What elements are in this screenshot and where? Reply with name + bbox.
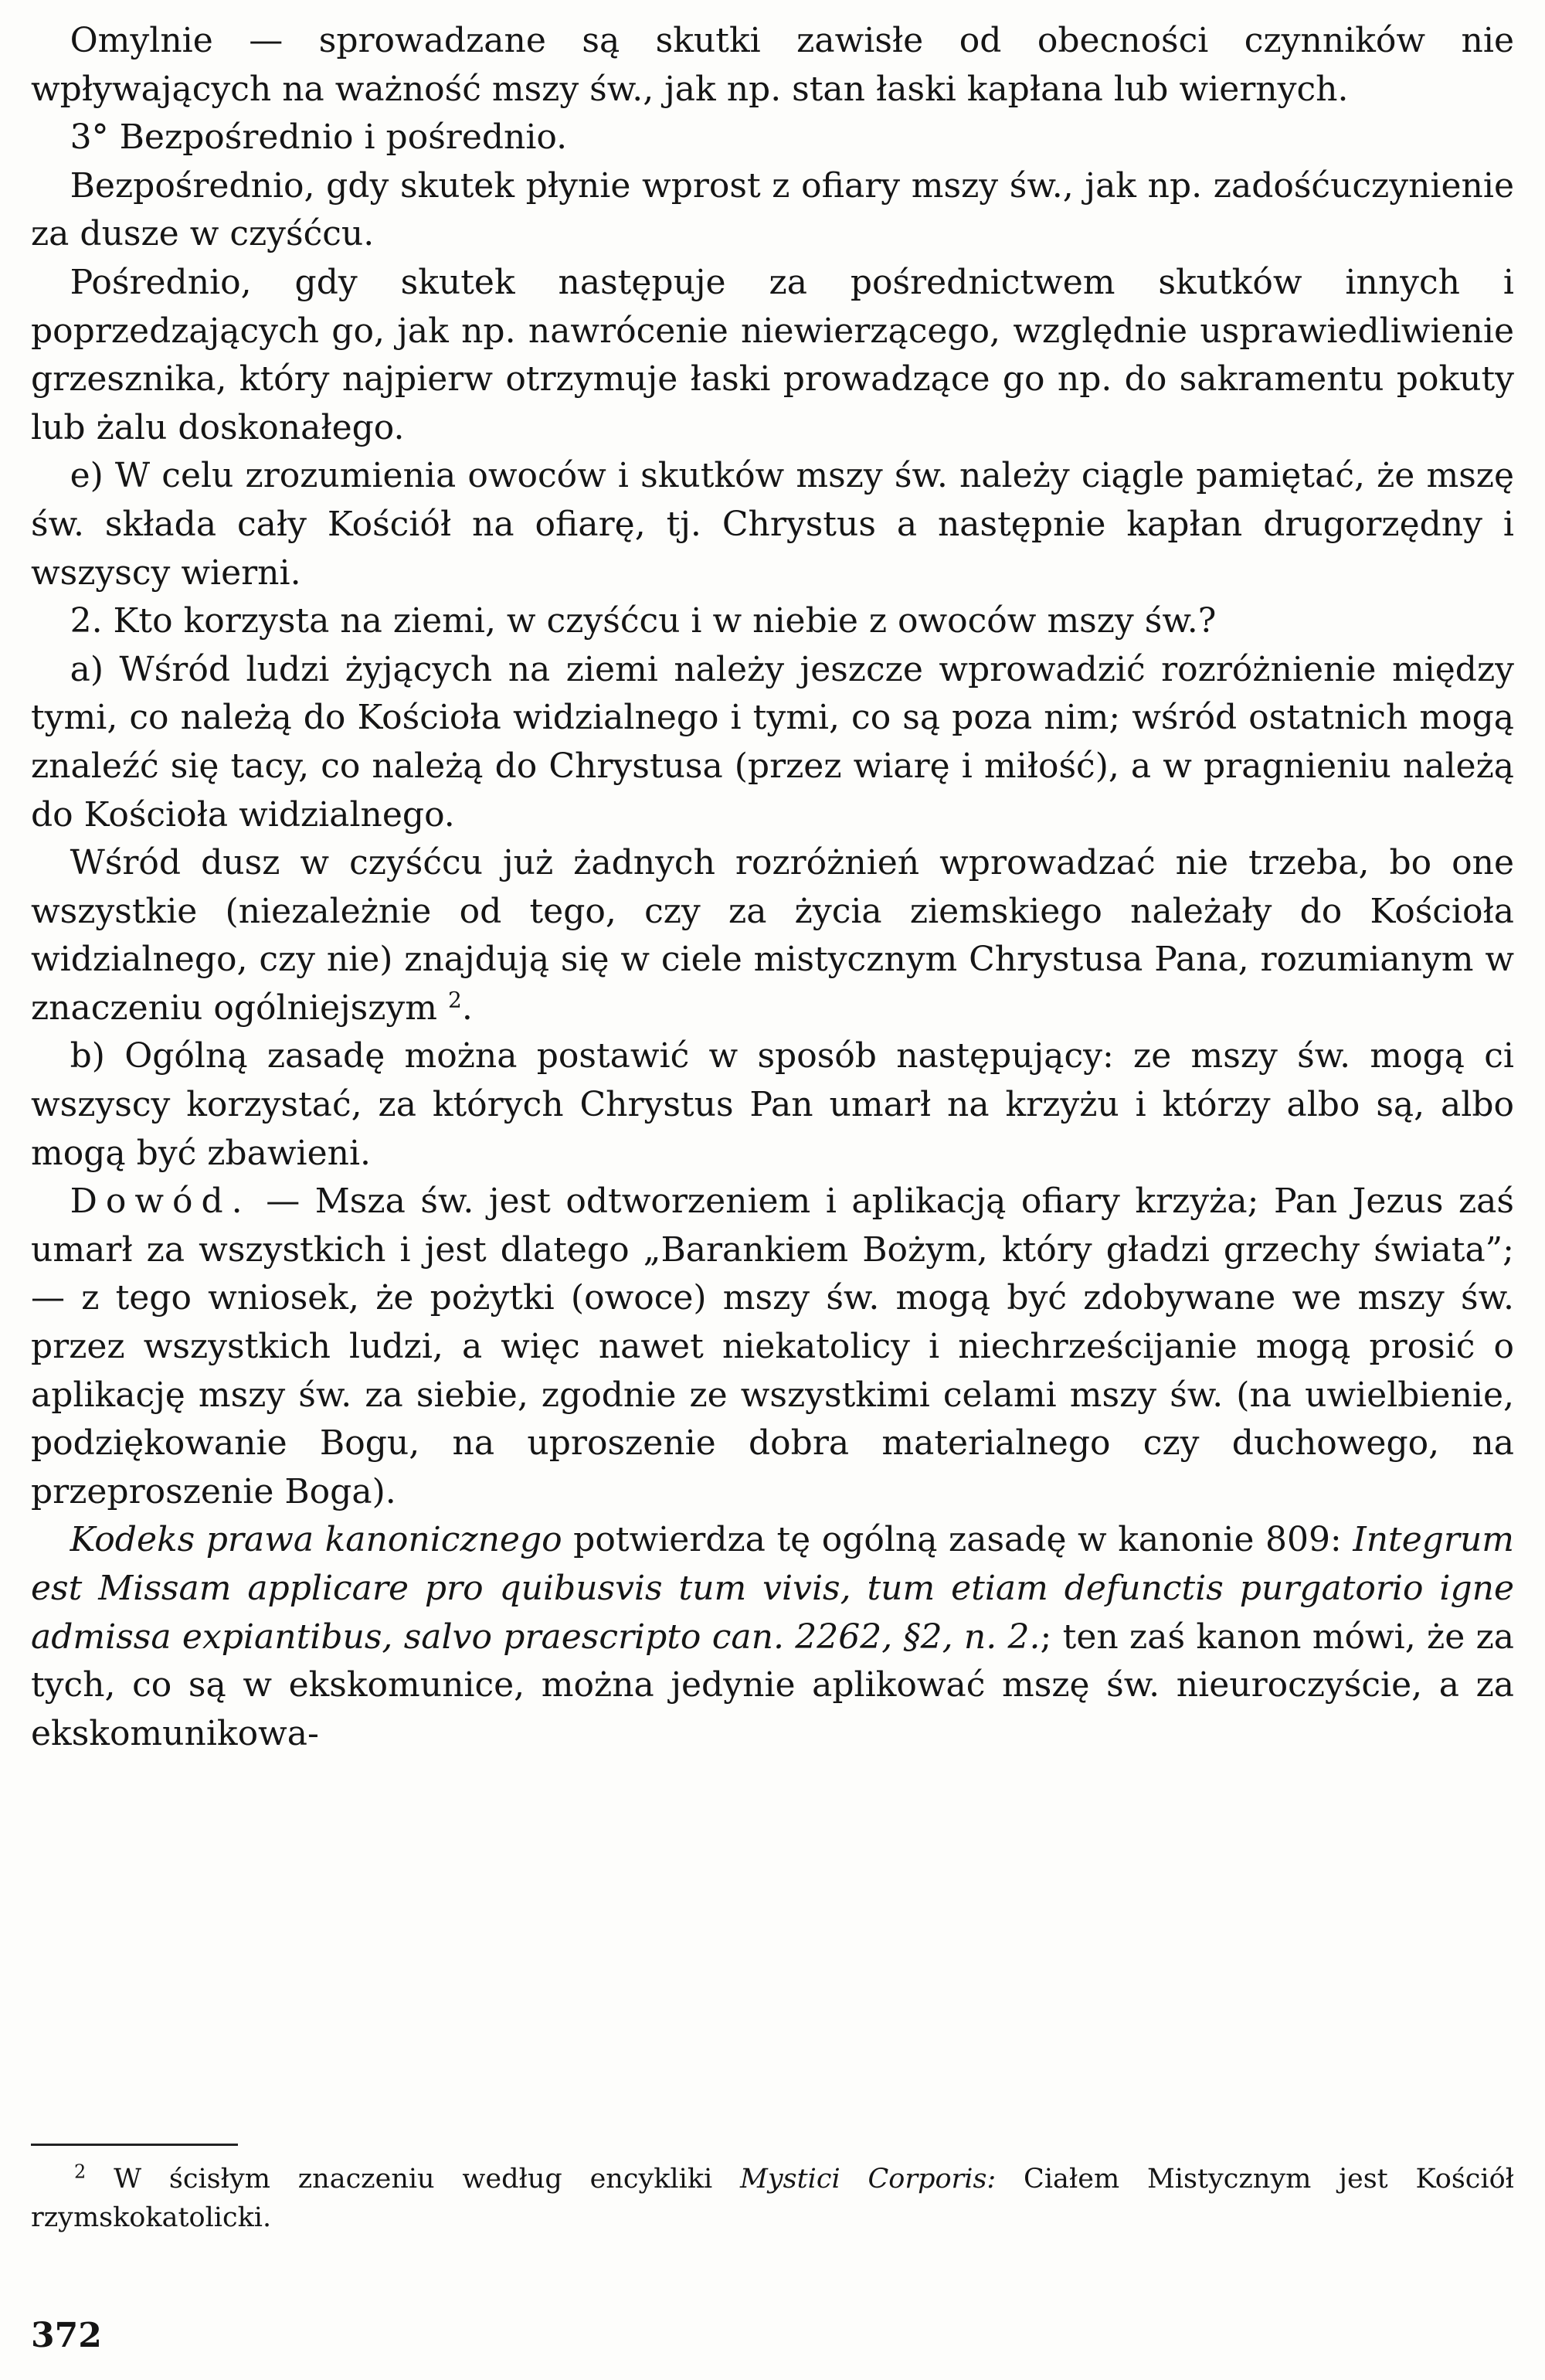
proof-heading: Dowód. (70, 1182, 251, 1222)
footnote (31, 2160, 1514, 2237)
paragraph-6 (31, 597, 1514, 646)
paragraph-2-text: 3° Bezpośrednio i pośrednio. (70, 117, 568, 158)
page-number: 372 (31, 2316, 102, 2355)
paragraph-11-text: potwierdza tę ogólną zasadę w kanonie 809: (562, 1520, 1353, 1560)
footnote-ref: 2 (448, 987, 462, 1013)
paragraph-10 (31, 1178, 1514, 1516)
paragraph-11 (31, 1516, 1514, 1758)
paragraph-9 (31, 1032, 1514, 1178)
footnote-separator (31, 2144, 238, 2146)
footnote-text-end: Ciałem Mistycznym jest Kościół rzymskokatolicki. (31, 2164, 1514, 2233)
paragraph-8-end: . (461, 988, 473, 1028)
paragraph-5 (31, 452, 1514, 597)
footnote-marker: 2 (74, 2161, 87, 2183)
paragraph-4-text: Pośrednio, gdy skutek następuje za pośrednictwem skutków innych i poprzedzających go, jak np. nawrócenie niewierzącego, względnie usprawiedliwienie grzesznika, który najpierw otrzymuje łaski prowadzące go np. do sakramentu pokuty lub żalu doskonałego. (31, 262, 1514, 447)
paragraph-9-text: b) Ogólną zasadę można postawić w sposób następujący: ze mszy św. mogą ci wszyscy korzystać, za których Chrystus Pan umarł na krzyżu i którzy albo są, albo mogą być zbawieni. (31, 1036, 1514, 1173)
paragraph-8 (31, 839, 1514, 1032)
paragraph-1 (31, 17, 1514, 114)
paragraph-2 (31, 114, 1514, 162)
paragraph-5-text: e) W celu zrozumienia owoców i skutków mszy św. należy ciągle pamiętać, że mszę św. składa cały Kościół na ofiarę, tj. Chrystus a następnie kapłan drugorzędny i wszyscy wierni. (31, 456, 1514, 593)
code-title: Kodeks prawa kanonicznego (70, 1520, 562, 1560)
paragraph-8-text: Wśród dusz w czyśćcu już żadnych rozróżnień wprowadzać nie trzeba, bo one wszystkie (niezależnie od tego, czy za życia ziemskiego należały do Kościoła widzialnego, czy nie) znajdują się w ciele mistycznym Chrystusa Pana, rozumianym w znaczeniu ogólniejszym (31, 843, 1514, 1028)
paragraph-1-text: Omylnie — sprowadzane są skutki zawisłe od obecności czynników nie wpływających na ważność mszy św., jak np. stan łaski kapłana lub wiernych. (31, 21, 1514, 109)
paragraph-7-text: a) Wśród ludzi żyjących na ziemi należy jeszcze wprowadzić rozróżnienie między tymi, co należą do Kościoła widzialnego i tymi, co są poza nim; wśród ostatnich mogą znaleźć się tacy, co należą do Chrystusa (przez wiarę i miłość), a w pragnieniu należą do Kościoła widzialnego. (31, 649, 1514, 835)
paragraph-10-text: — Msza św. jest odtworzeniem i aplikacją ofiary krzyża; Pan Jezus zaś umarł za wszystkich i jest dlatego „Barankiem Bożym, który gładzi grzechy świata”; — z tego wniosek, że pożytki (owoce) mszy św. mogą być zdobywane we mszy św. przez wszystkich ludzi, a więc nawet niekatolicy i niechrześcijanie mogą prosić o aplikację mszy św. za siebie, zgodnie ze wszystkimi celami mszy św. (na uwielbienie, podziękowanie Bogu, na uproszenie dobra materialnego czy duchowego, na przeproszenie Boga). (31, 1182, 1514, 1511)
paragraph-3 (31, 162, 1514, 259)
paragraph-3-text: Bezpośrednio, gdy skutek płynie wprost z ofiary mszy św., jak np. zadośćuczynienie za dusze w czyśćcu. (31, 165, 1514, 254)
paragraph-7 (31, 646, 1514, 839)
body-text (31, 17, 1514, 1758)
paragraph-6-text: 2. Kto korzysta na ziemi, w czyśćcu i w niebie z owoców mszy św.? (70, 601, 1217, 641)
paragraph-4 (31, 259, 1514, 452)
paragraph-11-end: ; ten zaś kanon mówi, że za tych, co są w ekskomunice, można jedynie aplikować mszę św. nieuroczyście, a za ekskomunikowa- (31, 1617, 1514, 1753)
footnote-encyclical-title: Mystici Corporis: (740, 2164, 997, 2195)
latin-quote: Integrum est Missam applicare pro quibusvis tum vivis, tum etiam defunctis purgatorio igne admissa expiantibus, salvo praescripto can. 2262, §2, n. 2. (31, 1520, 1515, 1657)
footnote-text: W ścisłym znaczeniu według encykliki (86, 2164, 741, 2195)
